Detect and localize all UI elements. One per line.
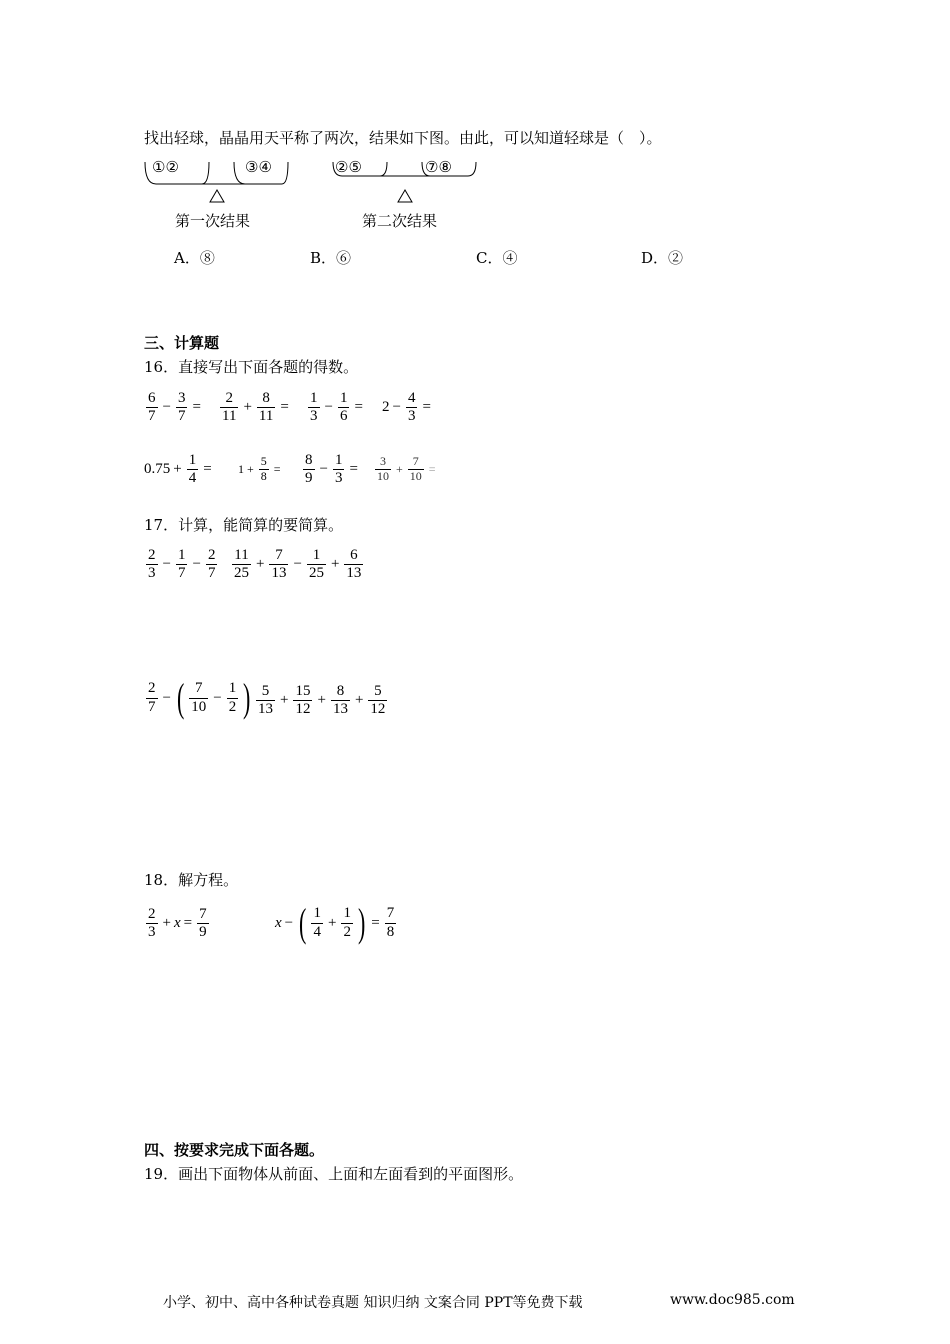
q17-expr-3: $\frac{2}{7}$ − ( $\frac{7}{10}$ − $\frac{1}{2}$ ) (148, 675, 251, 720)
balance-second-scale (330, 156, 480, 206)
q17-expr-4: $\frac{5}{13}$ + $\frac{15}{12}$ + $\frac{8}{13}$ + $\frac{5}{12}$ (258, 683, 386, 718)
footer-url[interactable]: www.doc985.com (670, 1292, 795, 1308)
q16-expr-8: $\frac{3}{10}$ + $\frac{7}{10}$ = (377, 454, 436, 483)
section3-title: 三、计算题 (144, 334, 220, 352)
balance-first-right-balls: ③④ (245, 158, 272, 176)
q18-equation-1: $\frac{2}{3}$ + x = $\frac{7}{9}$ (148, 906, 207, 941)
balance-first-left-balls: ①② (152, 158, 179, 176)
balance-second-right-balls: ⑦⑧ (425, 158, 452, 176)
balance-second (330, 156, 480, 236)
q17-expr-2: $\frac{11}{25}$ + $\frac{7}{13}$ − $\frac{1}{25}$ + $\frac{6}{13}$ (234, 547, 362, 582)
option-c[interactable]: C．④ (476, 249, 518, 267)
balance-second-caption: 第二次结果 (362, 212, 438, 230)
q16-expr-2: $\frac{2}{11}$ + $\frac{8}{11}$ = (222, 390, 289, 425)
q15-stem: 找出轻球，晶晶用天平称了两次，结果如下图。由此，可以知道轻球是（ ）。 (144, 129, 662, 147)
q18-stem: 18．解方程。 (144, 871, 239, 889)
q16-expr-5: 0.75 + $\frac{1}{4}$ = (144, 452, 212, 487)
q16-expr-1: $\frac{6}{7}$ − $\frac{3}{7}$ = (148, 390, 201, 425)
option-b[interactable]: B．⑥ (310, 249, 352, 267)
q17-stem: 17．计算，能简算的要简算。 (144, 516, 344, 534)
section4-title: 四、按要求完成下面各题。 (144, 1141, 325, 1159)
footer-ad-text: 小学、初中、高中各种试卷真题 知识归纳 文案合同 PPT等免费下载 (163, 1295, 583, 1311)
q19-stem: 19．画出下面物体从前面、上面和左面看到的平面图形。 (144, 1165, 524, 1183)
q17-expr-1: $\frac{2}{3}$ − $\frac{1}{7}$ − $\frac{2}{7}$ (148, 547, 216, 582)
balance-first-scale (142, 156, 292, 206)
balance-first-caption: 第一次结果 (175, 212, 251, 230)
option-d[interactable]: D．② (641, 249, 684, 267)
q16-expr-6: 1 + $\frac{5}{8}$ = (238, 454, 281, 483)
q16-stem: 16．直接写出下面各题的得数。 (144, 358, 359, 376)
balance-second-left-balls: ②⑤ (335, 158, 362, 176)
q18-equation-2: x − ( $\frac{1}{4}$ + $\frac{1}{2}$ ) = $\frac{7}{8}$ (275, 900, 395, 945)
q16-expr-4: 2 − $\frac{4}{3}$ = (382, 390, 431, 425)
option-a[interactable]: A．⑧ (174, 249, 215, 267)
balance-first (142, 156, 292, 236)
q16-expr-3: $\frac{1}{3}$ − $\frac{1}{6}$ = (310, 390, 363, 425)
q16-expr-7: $\frac{8}{9}$ − $\frac{1}{3}$ = (305, 452, 358, 487)
